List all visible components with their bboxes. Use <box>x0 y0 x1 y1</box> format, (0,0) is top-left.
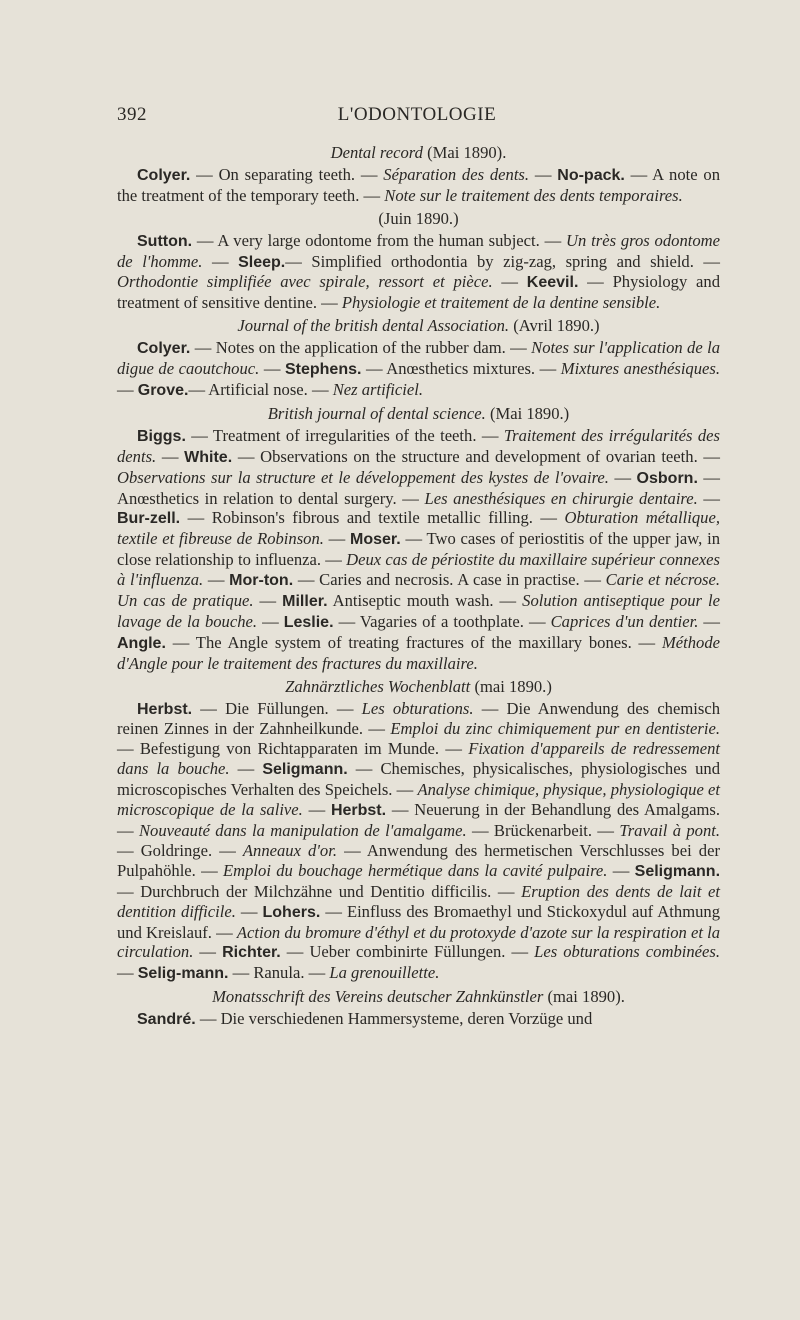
entry-paragraph <box>117 1009 720 1030</box>
entry-text: — Die Füllungen. — <box>192 698 362 718</box>
french-title: Eruption des dents de lait et dentition difficile. <box>117 881 721 921</box>
author-name: Seligmann. <box>634 862 721 880</box>
author-name: No-pack. <box>557 166 625 184</box>
french-title: Obturation métallique, textile et fibreuse de Robinson. <box>117 508 720 549</box>
journal-heading <box>117 316 720 336</box>
author-name: Selig-mann. <box>137 965 229 983</box>
french-title: Les obturations combinées. <box>534 942 720 962</box>
french-title: Orthodontie simplifiée avec spirale, ressort et pièce. <box>117 272 493 292</box>
entry-text: — <box>529 164 558 184</box>
entry-text: — Ueber combinirte Füllungen. — <box>280 942 535 962</box>
author-name: Lohers. <box>262 903 321 921</box>
journal-date: (Juin 1890.) <box>378 208 459 228</box>
entry-text: — Brückenarbeit. — <box>466 821 620 840</box>
author-name: White. <box>184 448 233 466</box>
author-name: Bur-zell. <box>117 510 181 528</box>
french-title: La grenouillette. <box>329 963 440 983</box>
french-title: Les anesthésiques en chirurgie dentaire. <box>424 488 698 508</box>
journal-date: (Mai 1890.) <box>489 403 570 423</box>
entry-text: — Die verschiedenen Hammersysteme, deren Vorzüge und <box>195 1009 593 1029</box>
french-title: Les obturations. <box>361 698 474 718</box>
entry-text: — Neuerung in der Behandlung des Amalgams. — <box>117 800 721 840</box>
french-title: Analyse chimique, physique, physiologique et microscopique de la salive. <box>117 780 720 820</box>
french-title: Travail à pont. <box>619 821 721 840</box>
author-name: Angle. <box>117 634 166 652</box>
author-name: Keevil. <box>526 274 579 292</box>
entry-text: — Treatment of irregularities of the teeth. — <box>185 425 504 445</box>
running-head <box>117 104 717 132</box>
author-name: Sleep. <box>238 253 286 271</box>
entry-text: — Simplified orthodontia by zig-zag, spring and shield. — <box>285 251 721 271</box>
journal-title: Dental record <box>330 143 423 162</box>
author-name: Stephens. <box>284 361 362 379</box>
entry-text: — <box>193 942 223 962</box>
entry-text: — Durchbruch der Milchzähne und Dentitio difficilis. — <box>117 881 522 901</box>
entry-text: — Ranula. — <box>228 963 330 983</box>
journal-heading <box>117 987 720 1007</box>
french-title: Action du bromure d'éthyl et du protoxyde d'azote sur la respiration et la circulation. <box>117 922 720 962</box>
author-name: Grove. <box>137 381 189 399</box>
entry-text: — Einfluss des Bromaethyl und Stickoxydul auf Athmung und Kreislauf. — <box>117 901 720 942</box>
journal-date: (Mai 1890). <box>427 143 507 162</box>
journal-heading <box>117 209 720 229</box>
entry-text: — Anœsthetics mixtures. — <box>361 359 561 379</box>
french-title: Méthode d'Angle pour le traitement des fractures du maxillaire. <box>117 632 720 673</box>
entry-text: — Robinson's fibrous and textile metallic filling. — <box>180 508 565 528</box>
entry-text: — <box>229 759 263 779</box>
journal-date: (Avril 1890.) <box>513 316 600 336</box>
entry-text: — Artificial nose. — <box>188 379 333 399</box>
french-title: Nez artificiel. <box>332 379 424 399</box>
entry-text: — <box>608 467 637 487</box>
entry-text: — <box>203 570 230 590</box>
french-title: Caprices d'un dentier. <box>550 611 699 631</box>
journal-title: British journal of dental science. <box>267 403 486 423</box>
french-title: Anneaux d'or. <box>242 840 337 860</box>
author-name: Miller. <box>282 593 328 611</box>
author-name: Mor-ton. <box>229 572 294 590</box>
french-title: Nouveauté dans la manipulation de l'amalgame. <box>138 821 467 840</box>
entry-text: — <box>323 529 351 549</box>
entry-text: — <box>257 611 284 631</box>
entry-text: — Goldringe. — <box>117 840 243 860</box>
journal-heading <box>117 677 720 697</box>
entry-text: — Physiology and treatment of sensitive dentine. — <box>117 272 720 313</box>
author-name: Colyer. <box>137 166 191 184</box>
entry-text: — The Angle system of treating fractures of the maxillary bones. — <box>165 632 662 652</box>
author-name: Biggs. <box>137 427 186 445</box>
author-name: Moser. <box>350 531 401 549</box>
entry-text: Antiseptic mouth wash. — <box>327 591 523 611</box>
french-title: Emploi du zinc chimiquement pur en dentisterie. <box>390 719 720 739</box>
entry-text: — <box>253 591 283 611</box>
entry-text: — Two cases of periostitis of the upper jaw, in close relationship to influenza. — <box>117 529 720 570</box>
entry-text: — Caries and necrosis. A case in practise. — <box>293 570 606 590</box>
entry-text: — <box>117 963 138 983</box>
author-name: Sandré. <box>137 1011 196 1029</box>
entry-text: — <box>259 359 285 379</box>
entry-text: — <box>697 488 721 508</box>
french-title: Observations sur la structure et le développement des kystes de l'ovaire. <box>117 467 609 487</box>
running-title: L'ODONTOLOGIE <box>337 104 497 125</box>
french-title: Notes sur l'application de la digue de caoutchouc. <box>117 338 721 379</box>
journal-title: Zahnärztliches Wochenblatt <box>285 676 471 696</box>
french-title: Deux cas de périostite du maxillaire supérieur connexes à l'influenza. <box>117 550 721 590</box>
entry-text: — Notes on the application of the rubber dam. — <box>190 338 532 358</box>
french-title: Séparation des dents. <box>383 164 530 184</box>
author-name: Osborn. <box>636 469 698 487</box>
french-title: Note sur le traitement des dents temporaires. <box>384 185 683 205</box>
french-title: Mixtures anesthésiques. <box>560 359 720 379</box>
entry-text: — A very large odontome from the human subject. — <box>192 230 567 250</box>
journal-title: Journal of the british dental Association. <box>237 316 510 336</box>
entry-text: — <box>235 901 263 921</box>
entry-text: — Observations on the structure and development of ovarian teeth. — <box>232 446 720 466</box>
french-title: Traitement des irrégularités des dents. <box>117 425 720 466</box>
author-name: Colyer. <box>137 340 191 358</box>
entry-text: — <box>156 446 185 466</box>
entry-text: — <box>117 379 138 399</box>
author-name: Herbst. <box>330 802 387 820</box>
entry-paragraph <box>117 165 720 206</box>
entry-text: — Befestigung von Richtapparaten im Munde. — <box>117 739 469 759</box>
entry-text: — Anœsthetics in relation to dental surgery. — <box>117 467 720 508</box>
journal-heading <box>117 143 720 163</box>
author-name: Richter. <box>222 944 281 962</box>
entry-paragraph <box>117 699 720 985</box>
entry-text: — Chemisches, physicalisches, physiologisches und microscopisches Verhalten des Speichels. — <box>117 759 721 800</box>
entry-text: — <box>302 800 331 820</box>
entry-paragraph <box>117 338 720 401</box>
page-number: 392 <box>117 104 147 125</box>
entry-paragraph <box>117 231 720 314</box>
entry-text: — <box>202 251 239 271</box>
entry-text: — Anwendung des hermetischen Verschlusses bei der Pulpahöhle. — <box>117 840 720 880</box>
article-body <box>117 140 720 1030</box>
journal-heading <box>117 404 720 424</box>
french-title: Fixation d'appareils de redressement dans la bouche. <box>117 739 721 779</box>
journal-date: (mai 1890.) <box>474 676 552 696</box>
author-name: Leslie. <box>283 613 334 631</box>
author-name: Seligmann. <box>262 761 348 779</box>
entry-text: — <box>607 860 635 880</box>
french-title: Carie et nécrose. Un cas de pratique. <box>117 570 720 611</box>
entry-text: — <box>698 611 721 631</box>
french-title: Solution antiseptique pour le lavage de la bouche. <box>117 591 720 631</box>
french-title: Emploi du bouchage hermétique dans la cavité pulpaire. <box>223 860 608 880</box>
journal-date: (mai 1890). <box>547 987 625 1007</box>
entry-text: — A note on the treatment of the temporary teeth. — <box>117 164 720 205</box>
journal-title: Monatsschrift des Vereins deutscher Zahnkünstler <box>212 987 544 1007</box>
entry-paragraph <box>117 426 720 674</box>
author-name: Sutton. <box>137 232 193 250</box>
entry-text: — Die Anwendung des chemisch reinen Zinnes in der Zahnheilkunde. — <box>117 698 720 739</box>
entry-text: — Vagaries of a toothplate. — <box>333 611 551 631</box>
french-title: Physiologie et traitement de la dentine sensible. <box>341 293 661 313</box>
author-name: Herbst. <box>137 700 193 718</box>
entry-text: — On separating teeth. — <box>190 164 384 184</box>
entry-text: — <box>492 272 527 292</box>
french-title: Un très gros odontome de l'homme. <box>117 230 721 271</box>
